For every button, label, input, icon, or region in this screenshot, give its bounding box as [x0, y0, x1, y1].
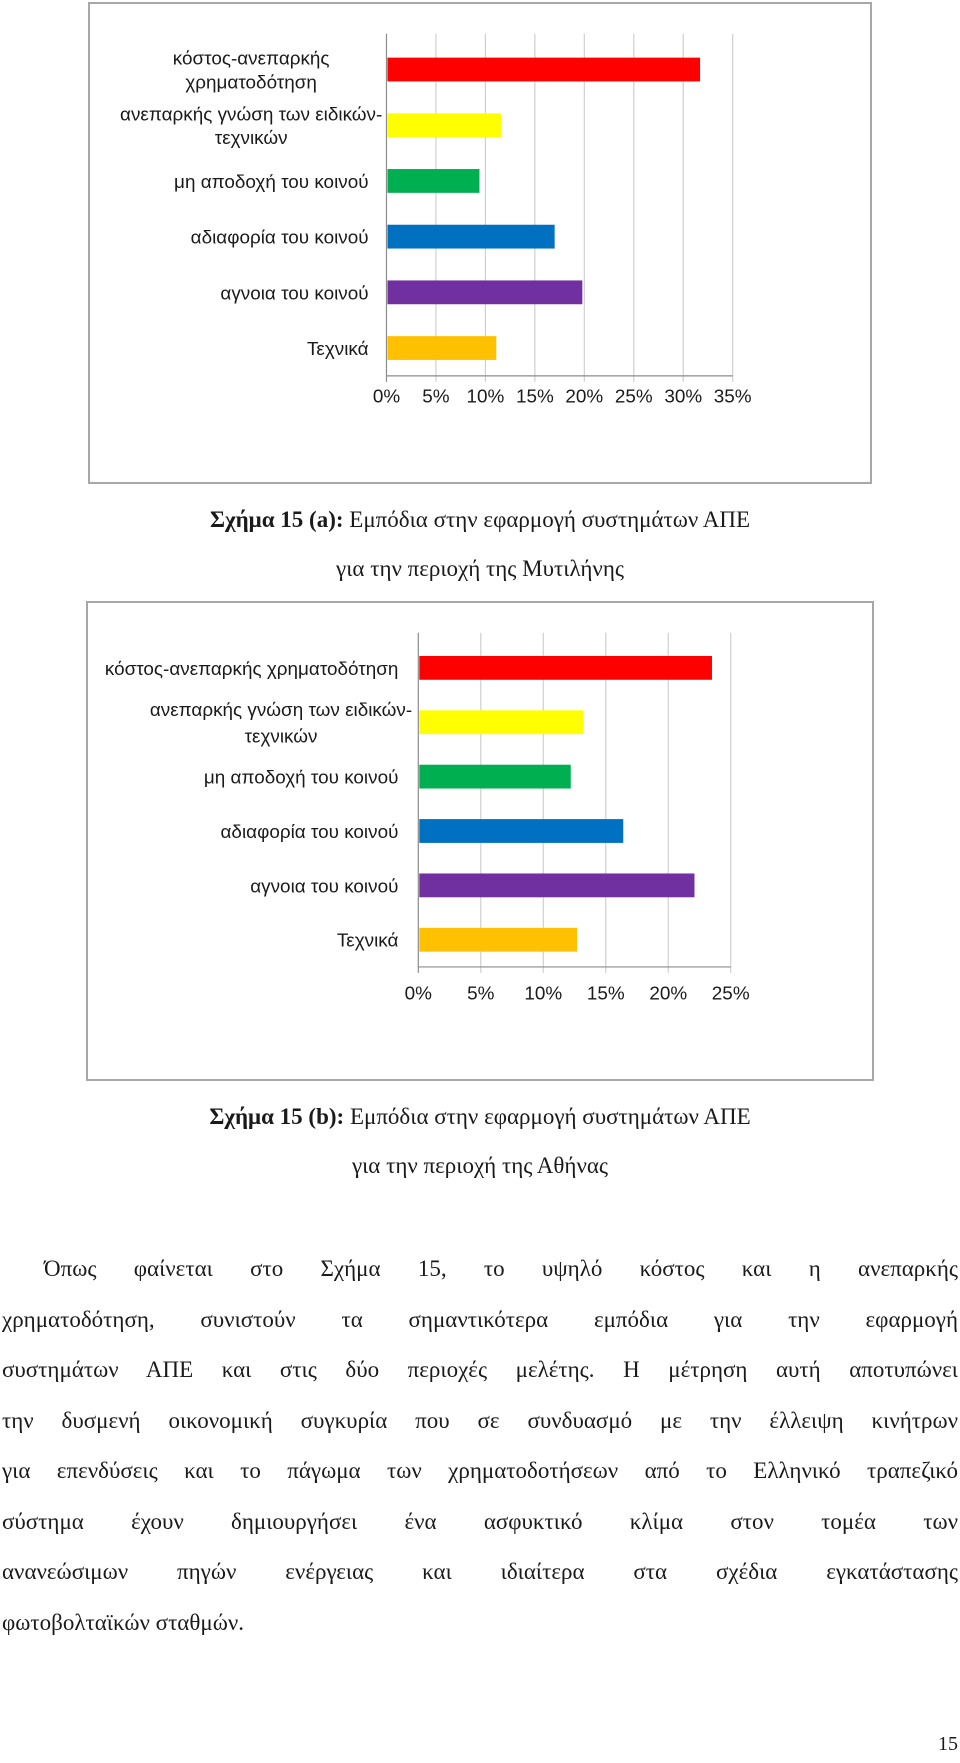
category-label: μη αποδοχή του κοινού — [203, 766, 399, 788]
x-tick-label: 5% — [422, 385, 450, 407]
x-tick-label: 5% — [467, 982, 495, 1004]
figure-caption-a-line1 — [0, 506, 960, 534]
bar — [387, 336, 496, 360]
bar — [419, 710, 583, 734]
paragraph-line: σύστημα έχουν δημιουργήσει ένα ασφυκτικό κλίμα στον τομέα των — [2, 1508, 958, 1534]
category-label: αγνοια του κοινού — [250, 875, 399, 897]
paragraph-line: την δυσμενή οικονομική συγκυρία που σε συνδυασμό με την έλλειψη κινήτρων — [2, 1407, 958, 1433]
x-tick-label: 0% — [372, 385, 401, 407]
bar-chart-b — [88, 603, 872, 1079]
bar — [387, 225, 554, 249]
x-tick-label: 0% — [404, 982, 432, 1004]
category-label: μη αποδοχή του κοινού — [174, 170, 369, 192]
x-tick-label: 20% — [649, 982, 688, 1004]
category-label: τεχνικών — [244, 725, 318, 747]
figure-caption-b-line2: για την περιοχή της Αθήνας — [351, 1153, 609, 1178]
figure-label-b: Σχήμα 15 (b): — [209, 1104, 345, 1129]
category-label: αδιαφορία του κοινού — [220, 820, 399, 842]
bar — [419, 765, 570, 789]
bar — [387, 58, 700, 82]
figure-title-a: Εμπόδια στην εφαρμογή συστημάτων ΑΠΕ — [343, 507, 751, 532]
body-paragraph — [2, 1244, 958, 1648]
x-tick-label: 10% — [524, 982, 563, 1004]
bar-chart-a — [90, 4, 870, 482]
paragraph-line: χρηματοδότηση, συνιστούν τα σημαντικότερα εμπόδια για την εφαρμογή — [2, 1306, 958, 1332]
category-label: χρηματοδότηση — [185, 71, 317, 93]
bar — [419, 928, 577, 952]
figure-label-a: Σχήμα 15 (a): — [209, 507, 344, 532]
paragraph-line: συστημάτων ΑΠΕ και στις δύο περιοχές μελέτης. Η μέτρηση αυτή αποτυπώνει — [2, 1357, 958, 1382]
bar — [387, 113, 501, 137]
category-label: Τεχνικά — [306, 338, 369, 359]
category-label: κόστος-ανεπαρκής — [172, 47, 330, 69]
bar — [387, 280, 582, 304]
category-label: κόστος-ανεπαρκής χρηματοδότηση — [104, 657, 399, 679]
category-label: αδιαφορία του κοινού — [190, 226, 369, 248]
x-tick-label: 20% — [565, 385, 604, 407]
category-label: αγνοια του κοινού — [220, 282, 369, 304]
chart-athens — [86, 601, 874, 1081]
x-tick-label: 25% — [614, 385, 653, 407]
chart-mytilene — [88, 2, 872, 484]
x-tick-label: 25% — [711, 982, 750, 1004]
bar — [387, 169, 479, 193]
x-tick-label: 15% — [586, 982, 625, 1004]
x-tick-label: 30% — [664, 385, 703, 407]
x-tick-label: 10% — [466, 385, 505, 407]
paragraph-line: φωτοβολταϊκών σταθμών. — [2, 1609, 244, 1635]
bar — [419, 656, 712, 680]
x-tick-label: 15% — [515, 385, 554, 407]
bar — [419, 819, 623, 843]
paragraph-line: ανανεώσιμων πηγών ενέργειας και ιδιαίτερα στα σχέδια εγκατάστασης — [2, 1559, 958, 1584]
category-label: Τεχνικά — [336, 929, 399, 951]
paragraph-line: για επενδύσεις και το πάγωμα των χρηματοδοτήσεων από το Ελληνικό τραπεζικό — [2, 1458, 958, 1483]
paragraph-line: Όπως φαίνεται στο Σχήμα 15, το υψηλό κόστος και η ανεπαρκής — [44, 1256, 958, 1281]
figure-title-b: Εμπόδια στην εφαρμογή συστημάτων ΑΠΕ — [344, 1104, 751, 1129]
category-label: τεχνικών — [214, 127, 288, 149]
bar — [419, 873, 694, 897]
page-number: 15 — [938, 1733, 958, 1755]
category-label: ανεπαρκής γνώση των ειδικών- — [120, 103, 383, 125]
figure-caption-a-line2: για την περιοχή της Μυτιλήνης — [336, 556, 624, 581]
category-label: ανεπαρκής γνώση των ειδικών- — [149, 698, 413, 720]
figure-caption-b-line1 — [0, 1103, 960, 1131]
x-tick-label: 35% — [713, 385, 752, 407]
